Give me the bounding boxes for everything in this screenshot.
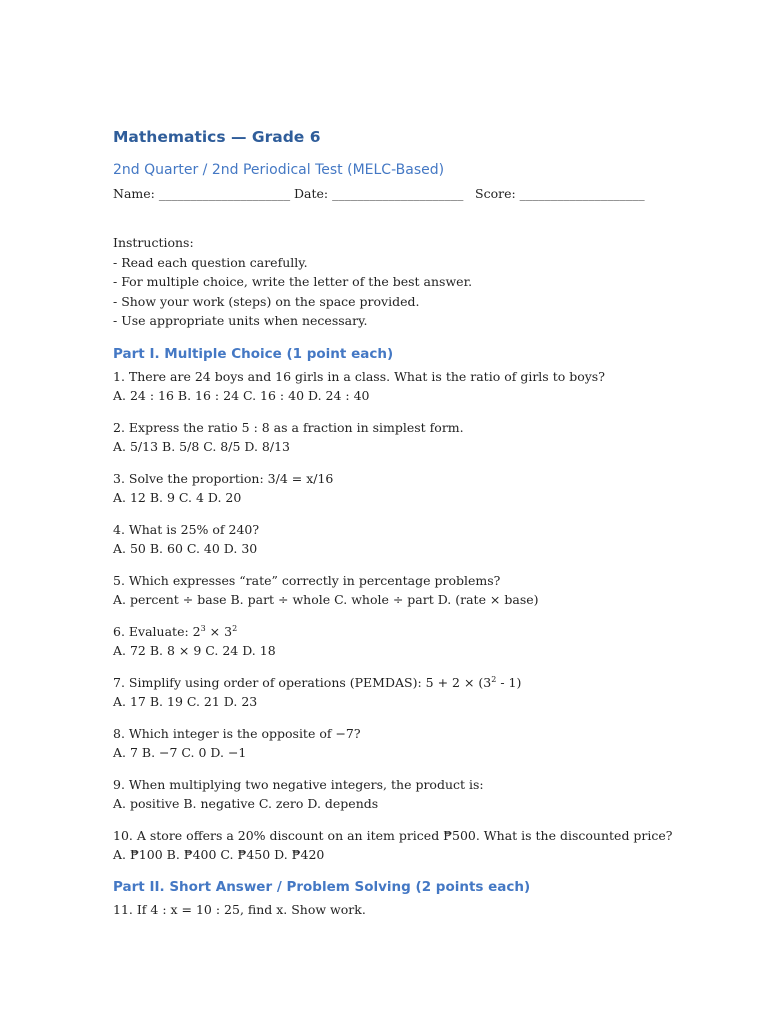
part2-heading: Part II. Short Answer / Problem Solving (2 points each) <box>113 878 531 895</box>
question-1 <box>113 367 713 405</box>
document-content <box>113 124 713 919</box>
question-5 <box>113 571 713 609</box>
student-info-row <box>113 184 713 204</box>
question-stem <box>113 622 713 641</box>
exponent: 3 <box>200 623 206 633</box>
name-field: Name: _____________________ <box>113 186 291 201</box>
question-stem: 10. A store offers a 20% discount on an item priced ₱500. What is the discounted price? <box>113 827 673 843</box>
exponent: 2 <box>491 674 497 684</box>
stem-text: - 1) <box>496 674 522 690</box>
question-9 <box>113 775 713 813</box>
question-options: A. 50 B. 60 C. 40 D. 30 <box>113 540 258 556</box>
question-stem: 3. Solve the proportion: 3/4 = x/16 <box>113 470 334 486</box>
stem-text: 7. Simplify using order of operations (PEMDAS): 5 + 2 × (3 <box>113 674 492 690</box>
instruction-item: - Use appropriate units when necessary. <box>113 313 368 328</box>
instruction-item: - Show your work (steps) on the space provided. <box>113 293 420 309</box>
date-field: Date: _____________________ <box>294 186 464 201</box>
question-stem: 1. There are 24 boys and 16 girls in a class. What is the ratio of girls to boys? <box>113 368 605 384</box>
question-8 <box>113 724 713 762</box>
question-6 <box>113 622 713 660</box>
question-11 <box>113 900 713 919</box>
question-options: A. 7 B. −7 C. 0 D. −1 <box>113 744 247 760</box>
question-10 <box>113 826 713 864</box>
question-2 <box>113 418 713 456</box>
question-options: A. 12 B. 9 C. 4 D. 20 <box>113 489 242 505</box>
question-stem: 2. Express the ratio 5 : 8 as a fraction in simplest form. <box>113 419 464 435</box>
part1-heading: Part I. Multiple Choice (1 point each) <box>113 345 394 362</box>
instruction-item: - For multiple choice, write the letter of the best answer. <box>113 274 473 289</box>
question-options: A. ₱100 B. ₱400 C. ₱450 D. ₱420 <box>113 846 325 862</box>
question-options: A. percent ÷ base B. part ÷ whole C. whole ÷ part D. (rate × base) <box>113 591 539 607</box>
question-stem: 4. What is 25% of 240? <box>113 521 260 537</box>
instructions-heading: Instructions: <box>113 235 194 250</box>
question-options: A. 5/13 B. 5/8 C. 8/5 D. 8/13 <box>113 438 290 454</box>
question-options: A. 72 B. 8 × 9 C. 24 D. 18 <box>113 642 276 658</box>
question-options: A. positive B. negative C. zero D. depends <box>113 795 379 811</box>
question-4 <box>113 520 713 558</box>
instructions-block <box>113 233 713 331</box>
question-7 <box>113 673 713 711</box>
question-3 <box>113 469 713 507</box>
question-stem: 9. When multiplying two negative integers, the product is: <box>113 776 484 792</box>
stem-text: 6. Evaluate: 2 <box>113 623 201 639</box>
question-stem: 5. Which expresses “rate” correctly in percentage problems? <box>113 572 501 588</box>
document-subtitle: 2nd Quarter / 2nd Periodical Test (MELC-Based) <box>113 162 445 178</box>
question-options: A. 17 B. 19 C. 21 D. 23 <box>113 693 258 709</box>
question-stem: 11. If 4 : x = 10 : 25, find x. Show work. <box>113 901 366 917</box>
document-title: Mathematics — Grade 6 <box>113 128 321 146</box>
stem-text: × 3 <box>205 623 233 639</box>
exponent: 2 <box>232 623 238 633</box>
question-stem: 8. Which integer is the opposite of −7? <box>113 725 361 741</box>
question-options: A. 24 : 16 B. 16 : 24 C. 16 : 40 D. 24 : 40 <box>113 387 370 403</box>
instruction-item: - Read each question carefully. <box>113 254 308 270</box>
question-stem <box>113 673 713 692</box>
score-field: Score: ____________________ <box>475 186 645 201</box>
